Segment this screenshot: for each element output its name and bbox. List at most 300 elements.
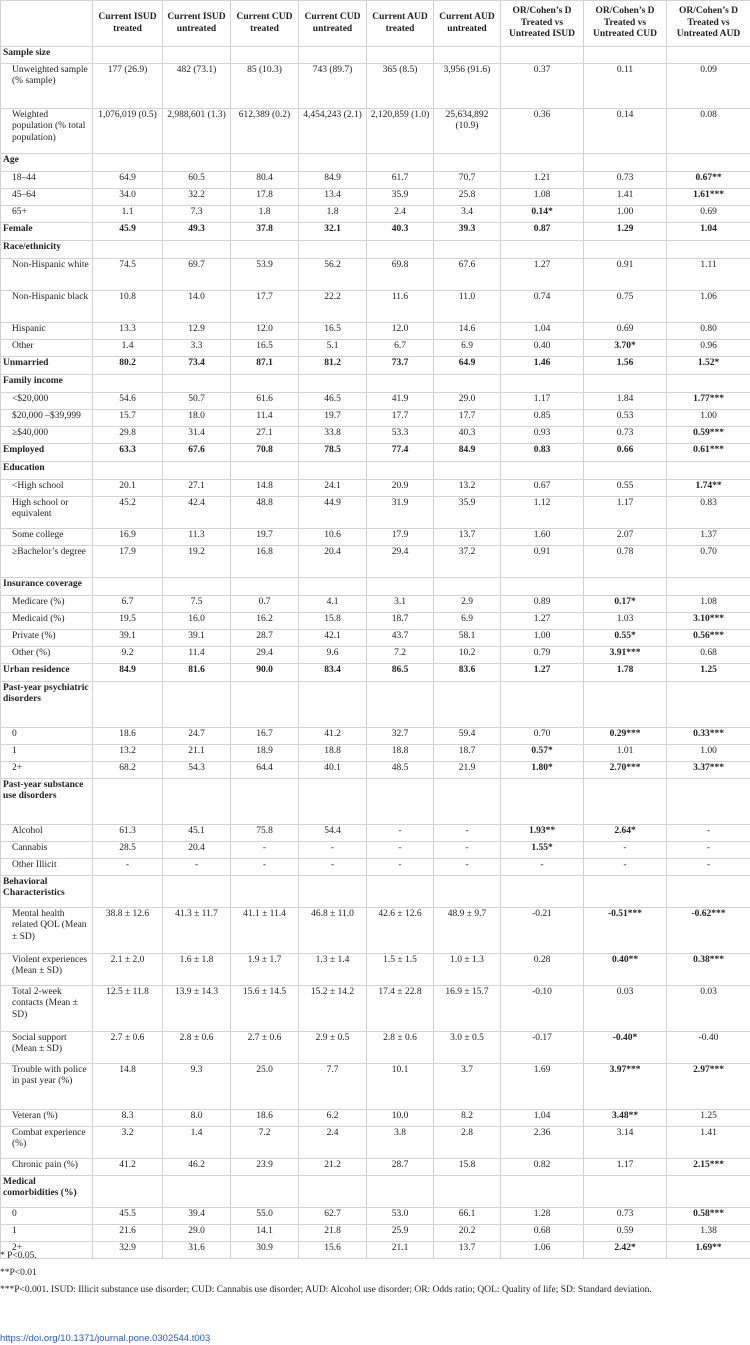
table-cell: 0.87 — [501, 223, 584, 241]
table-cell: 25,634,892 (10.9) — [434, 109, 501, 154]
table-cell — [367, 1176, 434, 1208]
table-cell: 0.68 — [667, 647, 750, 664]
table-row — [1, 172, 750, 189]
table-cell: 34.0 — [93, 189, 163, 206]
row-label: Medicare (%) — [1, 596, 93, 613]
table-cell: 56.2 — [299, 259, 367, 291]
table-cell: 0.38*** — [667, 954, 750, 986]
table-cell: 10.0 — [367, 1110, 434, 1127]
table-cell: 6.9 — [434, 340, 501, 357]
table-cell: 3.7 — [434, 1064, 501, 1110]
table-cell — [667, 779, 750, 825]
table-cell: 69.8 — [367, 259, 434, 291]
table-cell: 29.4 — [231, 647, 299, 664]
table-cell: 18.6 — [93, 728, 163, 745]
table-cell: 64.9 — [434, 357, 501, 375]
table-cell: 90.0 — [231, 664, 299, 682]
table-cell: 12.9 — [163, 323, 231, 340]
table-cell: 1.9 ± 1.7 — [231, 954, 299, 986]
table-cell: 13.3 — [93, 323, 163, 340]
table-cell — [231, 876, 299, 908]
row-label: High school or equivalent — [1, 497, 93, 529]
table-cell: 63.3 — [93, 444, 163, 462]
table-cell: 43.7 — [367, 630, 434, 647]
table-cell: 0.67** — [667, 172, 750, 189]
table-cell — [367, 876, 434, 908]
table-cell: 62.7 — [299, 1208, 367, 1225]
table-cell: 64.4 — [231, 762, 299, 779]
table-cell: 16.9 — [93, 529, 163, 546]
footnote-p001-abbreviations: ***P<0.001. ISUD: Illicit substance use disorder; CUD: Cannabis use disorder; AUD: Alcohol use disorder; OR: Odds ratio; QOL: Quality of life; SD: Standard deviation. — [0, 1284, 652, 1295]
table-cell: 2.64* — [584, 825, 667, 842]
table-cell: 3.1 — [367, 596, 434, 613]
table-cell: 84.9 — [93, 664, 163, 682]
table-cell: 1.60 — [501, 529, 584, 546]
table-cell: 87.1 — [231, 357, 299, 375]
table-cell — [367, 682, 434, 728]
table-cell: 53.3 — [367, 427, 434, 444]
table-cell — [163, 779, 231, 825]
table-cell — [93, 47, 163, 64]
table-cell: 1,076,019 (0.5) — [93, 109, 163, 154]
table-cell: - — [584, 859, 667, 876]
table-cell — [667, 375, 750, 393]
row-label: <High school — [1, 480, 93, 497]
row-label: Other — [1, 340, 93, 357]
table-cell: 1.04 — [667, 223, 750, 241]
table-cell: 3.91*** — [584, 647, 667, 664]
table-cell: 1.78 — [584, 664, 667, 682]
table-cell: 10.2 — [434, 647, 501, 664]
table-row — [1, 1110, 750, 1127]
table-row — [1, 986, 750, 1032]
table-cell: 17.8 — [231, 189, 299, 206]
section-label: Unmarried — [1, 357, 93, 375]
table-cell — [231, 1176, 299, 1208]
doi-link[interactable]: https://doi.org/10.1371/journal.pone.0302544.t003 — [0, 1333, 211, 1344]
table-cell — [299, 1176, 367, 1208]
table-cell — [501, 154, 584, 172]
table-cell: 0.73 — [584, 1208, 667, 1225]
table-cell: 1.3 ± 1.4 — [299, 954, 367, 986]
table-cell — [434, 375, 501, 393]
table-cell: 0.36 — [501, 109, 584, 154]
table-cell: 53.0 — [367, 1208, 434, 1225]
table-row — [1, 259, 750, 291]
table-cell: 6.2 — [299, 1110, 367, 1127]
table-cell: 1.21 — [501, 172, 584, 189]
table-cell: 1.04 — [501, 323, 584, 340]
table-cell: 7.2 — [231, 1127, 299, 1159]
table-cell: 2,988,601 (1.3) — [163, 109, 231, 154]
table-cell: 77.4 — [367, 444, 434, 462]
table-cell: 10.8 — [93, 291, 163, 323]
table-cell — [584, 779, 667, 825]
table-cell — [367, 462, 434, 480]
table-cell: 482 (73.1) — [163, 64, 231, 109]
table-cell: 3.70* — [584, 340, 667, 357]
table-section-row — [1, 876, 750, 908]
table-cell: 1.01 — [584, 745, 667, 762]
table-cell: 4,454,243 (2.1) — [299, 109, 367, 154]
table-cell — [434, 462, 501, 480]
table-cell — [299, 375, 367, 393]
table-cell — [231, 241, 299, 259]
table-cell: 1.00 — [501, 630, 584, 647]
table-cell: 18.7 — [434, 745, 501, 762]
table-cell — [584, 682, 667, 728]
table-cell: 0.55 — [584, 480, 667, 497]
table-cell: 2,120,859 (1.0) — [367, 109, 434, 154]
table-cell: 0.08 — [667, 109, 750, 154]
row-label: <$20,000 — [1, 393, 93, 410]
table-cell: 29.0 — [434, 393, 501, 410]
table-cell — [667, 462, 750, 480]
table-cell: 78.5 — [299, 444, 367, 462]
table-cell: 1.03 — [584, 613, 667, 630]
section-label: Urban residence — [1, 664, 93, 682]
table-cell: 24.7 — [163, 728, 231, 745]
table-cell: 2.8 ± 0.6 — [163, 1032, 231, 1064]
table-row — [1, 1064, 750, 1110]
row-label: Non-Hispanic white — [1, 259, 93, 291]
table-cell: 16.7 — [231, 728, 299, 745]
table-cell — [163, 241, 231, 259]
table-cell: 2.1 ± 2.0 — [93, 954, 163, 986]
table-cell: 45.9 — [93, 223, 163, 241]
table-cell: 32.9 — [93, 1242, 163, 1259]
table-cell: 84.9 — [299, 172, 367, 189]
row-label: Social support (Mean ± SD) — [1, 1032, 93, 1064]
table-cell: 8.2 — [434, 1110, 501, 1127]
table-cell: 18.9 — [231, 745, 299, 762]
table-cell: 13.7 — [434, 1242, 501, 1259]
table-cell: 6.9 — [434, 613, 501, 630]
table-cell — [434, 154, 501, 172]
section-label: Insurance coverage — [1, 578, 93, 596]
table-cell: 3.8 — [367, 1127, 434, 1159]
table-cell: 20.1 — [93, 480, 163, 497]
table-cell: 0.03 — [667, 986, 750, 1032]
table-row — [1, 1032, 750, 1064]
table-cell — [163, 154, 231, 172]
table-cell: 0.67 — [501, 480, 584, 497]
table-row — [1, 908, 750, 954]
table-cell: 86.5 — [367, 664, 434, 682]
table-cell: 19.5 — [93, 613, 163, 630]
table-cell — [434, 578, 501, 596]
table-cell: 81.6 — [163, 664, 231, 682]
table-cell: 3.3 — [163, 340, 231, 357]
table-cell: 0.73 — [584, 172, 667, 189]
table-cell: 1.52* — [667, 357, 750, 375]
table-cell: 14.0 — [163, 291, 231, 323]
table-cell: 55.0 — [231, 1208, 299, 1225]
table-cell: 1.17 — [584, 1159, 667, 1176]
table-cell: 1.00 — [667, 745, 750, 762]
table-cell: 1.27 — [501, 664, 584, 682]
table-cell: 2.7 ± 0.6 — [231, 1032, 299, 1064]
table-cell: 0.69 — [584, 323, 667, 340]
section-label: Family income — [1, 375, 93, 393]
table-row — [1, 393, 750, 410]
table-cell: -0.17 — [501, 1032, 584, 1064]
table-cell: 29.0 — [163, 1225, 231, 1242]
table-cell: 16.0 — [163, 613, 231, 630]
table-cell: 68.2 — [93, 762, 163, 779]
table-cell: 1.69 — [501, 1064, 584, 1110]
table-cell: 0.55* — [584, 630, 667, 647]
table-cell: -0.21 — [501, 908, 584, 954]
row-label: 2+ — [1, 1242, 93, 1259]
table-cell: 9.3 — [163, 1064, 231, 1110]
table-cell: 24.1 — [299, 480, 367, 497]
table-cell: 6.7 — [93, 596, 163, 613]
table-cell: 46.8 ± 11.0 — [299, 908, 367, 954]
table-cell: 61.6 — [231, 393, 299, 410]
table-cell: 42.1 — [299, 630, 367, 647]
table-cell: 0.09 — [667, 64, 750, 109]
table-cell: 9.2 — [93, 647, 163, 664]
table-cell — [299, 876, 367, 908]
table-cell: 14.8 — [231, 480, 299, 497]
table-cell: 1.04 — [501, 1110, 584, 1127]
table-cell: 17.7 — [367, 410, 434, 427]
table-cell: 0.66 — [584, 444, 667, 462]
row-label: Trouble with police in past year (%) — [1, 1064, 93, 1110]
table-cell: 0.59*** — [667, 427, 750, 444]
table-cell — [501, 779, 584, 825]
table-cell: 33.8 — [299, 427, 367, 444]
table-cell: 1.38 — [667, 1225, 750, 1242]
table-cell: 1.4 — [93, 340, 163, 357]
table-cell: 2.07 — [584, 529, 667, 546]
table-cell: 15.6 ± 14.5 — [231, 986, 299, 1032]
table-row — [1, 189, 750, 206]
table-section-row — [1, 154, 750, 172]
table-cell: 20.9 — [367, 480, 434, 497]
table-cell: 1.17 — [501, 393, 584, 410]
table-cell — [434, 682, 501, 728]
table-row — [1, 1208, 750, 1225]
table-cell — [299, 47, 367, 64]
table-cell: 80.2 — [93, 357, 163, 375]
table-cell: 22.2 — [299, 291, 367, 323]
table-cell — [584, 578, 667, 596]
table-cell: 11.3 — [163, 529, 231, 546]
table-section-row — [1, 375, 750, 393]
row-label: 0 — [1, 1208, 93, 1225]
table-cell: 1.0 ± 1.3 — [434, 954, 501, 986]
table-cell: 1.08 — [667, 596, 750, 613]
table-cell: 15.8 — [299, 613, 367, 630]
table-cell — [501, 462, 584, 480]
table-cell: - — [367, 825, 434, 842]
table-cell: 17.9 — [367, 529, 434, 546]
table-cell: -0.62*** — [667, 908, 750, 954]
table-cell: - — [501, 859, 584, 876]
table-row — [1, 1225, 750, 1242]
table-cell: 8.3 — [93, 1110, 163, 1127]
column-header: Current ISUD untreated — [163, 1, 231, 47]
table-cell: - — [434, 825, 501, 842]
table-cell: 45.1 — [163, 825, 231, 842]
table-cell: 1.28 — [501, 1208, 584, 1225]
table-cell: 40.3 — [434, 427, 501, 444]
row-label: 45–64 — [1, 189, 93, 206]
row-label: Other Illicit — [1, 859, 93, 876]
table-cell — [367, 154, 434, 172]
table-cell — [667, 47, 750, 64]
table-cell: 19.7 — [231, 529, 299, 546]
table-cell: 0.78 — [584, 546, 667, 578]
table-row — [1, 497, 750, 529]
table-cell: 612,389 (0.2) — [231, 109, 299, 154]
table-cell: 42.4 — [163, 497, 231, 529]
table-cell — [93, 578, 163, 596]
table-row — [1, 529, 750, 546]
table-cell: 0.03 — [584, 986, 667, 1032]
table-cell: 0.17* — [584, 596, 667, 613]
table-cell: 16.5 — [299, 323, 367, 340]
table-cell: - — [434, 842, 501, 859]
table-cell: 1.25 — [667, 1110, 750, 1127]
table-cell: 11.4 — [163, 647, 231, 664]
table-cell: 61.3 — [93, 825, 163, 842]
table-cell: 48.5 — [367, 762, 434, 779]
table-cell: 0.91 — [501, 546, 584, 578]
table-cell — [163, 375, 231, 393]
table-cell: -0.10 — [501, 986, 584, 1032]
table-cell: 2.4 — [299, 1127, 367, 1159]
table-cell: 3.37*** — [667, 762, 750, 779]
table-cell: - — [367, 859, 434, 876]
row-label: Combat experience (%) — [1, 1127, 93, 1159]
table-cell: 14.6 — [434, 323, 501, 340]
table-cell: 17.4 ± 22.8 — [367, 986, 434, 1032]
table-cell: 44.9 — [299, 497, 367, 529]
row-label: ≥Bachelor’s degree — [1, 546, 93, 578]
table-row — [1, 613, 750, 630]
table-cell: 16.9 ± 15.7 — [434, 986, 501, 1032]
table-cell: 1.41 — [584, 189, 667, 206]
table-row — [1, 340, 750, 357]
table-cell: -0.51*** — [584, 908, 667, 954]
table-row — [1, 291, 750, 323]
table-cell: - — [434, 859, 501, 876]
table-cell: 29.8 — [93, 427, 163, 444]
section-label: Race/ethnicity — [1, 241, 93, 259]
table-row — [1, 596, 750, 613]
table-cell: 20.2 — [434, 1225, 501, 1242]
table-row — [1, 647, 750, 664]
table-cell: 67.6 — [434, 259, 501, 291]
table-cell — [584, 1176, 667, 1208]
table-cell: 1.00 — [667, 410, 750, 427]
table-cell: -0.40* — [584, 1032, 667, 1064]
table-cell: 41.3 ± 11.7 — [163, 908, 231, 954]
table-cell: - — [231, 842, 299, 859]
table-cell: 1.4 — [163, 1127, 231, 1159]
table-cell: 41.2 — [299, 728, 367, 745]
table-cell — [93, 462, 163, 480]
table-cell: 21.1 — [163, 745, 231, 762]
table-cell: 13.4 — [299, 189, 367, 206]
row-label: Hispanic — [1, 323, 93, 340]
table-row — [1, 745, 750, 762]
table-cell: 0.59 — [584, 1225, 667, 1242]
table-cell: 69.7 — [163, 259, 231, 291]
column-header: Current AUD untreated — [434, 1, 501, 47]
table-cell — [163, 682, 231, 728]
row-label: Some college — [1, 529, 93, 546]
table-cell: 30.9 — [231, 1242, 299, 1259]
table-cell: 31.6 — [163, 1242, 231, 1259]
table-cell: 0.75 — [584, 291, 667, 323]
table-cell: 0.79 — [501, 647, 584, 664]
table-cell: 16.2 — [231, 613, 299, 630]
table-cell: 1.69** — [667, 1242, 750, 1259]
table-cell — [93, 1176, 163, 1208]
table-cell: 58.1 — [434, 630, 501, 647]
row-label: Chronic pain (%) — [1, 1159, 93, 1176]
table-cell: 53.9 — [231, 259, 299, 291]
table-cell: 61.7 — [367, 172, 434, 189]
table-cell: 4.1 — [299, 596, 367, 613]
table-cell — [501, 682, 584, 728]
table-cell — [93, 154, 163, 172]
table-cell: 2.8 ± 0.6 — [367, 1032, 434, 1064]
table-cell: 45.5 — [93, 1208, 163, 1225]
table-cell: 35.9 — [434, 497, 501, 529]
table-cell: 2.70*** — [584, 762, 667, 779]
table-cell — [163, 578, 231, 596]
table-cell: 21.9 — [434, 762, 501, 779]
table-cell: 0.11 — [584, 64, 667, 109]
column-header: Current CUD treated — [231, 1, 299, 47]
table-footnotes — [0, 1250, 745, 1300]
row-label: 0 — [1, 728, 93, 745]
table-cell: 0.83 — [501, 444, 584, 462]
table-cell: 1.56 — [584, 357, 667, 375]
table-cell — [434, 779, 501, 825]
table-cell: 0.29*** — [584, 728, 667, 745]
table-cell — [667, 241, 750, 259]
row-label: Unweighted sample (% sample) — [1, 64, 93, 109]
row-label: Other (%) — [1, 647, 93, 664]
table-cell: 11.6 — [367, 291, 434, 323]
table-cell: 11.0 — [434, 291, 501, 323]
table-cell — [501, 1176, 584, 1208]
table-cell — [501, 47, 584, 64]
table-cell — [231, 682, 299, 728]
table-cell: 15.7 — [93, 410, 163, 427]
table-cell: 45.2 — [93, 497, 163, 529]
table-cell: 49.3 — [163, 223, 231, 241]
table-cell: 1.27 — [501, 259, 584, 291]
table-cell: 17.7 — [434, 410, 501, 427]
table-section-row — [1, 1176, 750, 1208]
table-cell — [667, 1176, 750, 1208]
table-cell: 15.2 ± 14.2 — [299, 986, 367, 1032]
table-cell: 19.7 — [299, 410, 367, 427]
table-cell: 12.0 — [367, 323, 434, 340]
table-cell: 0.37 — [501, 64, 584, 109]
table-cell: 18.0 — [163, 410, 231, 427]
table-cell — [584, 462, 667, 480]
table-cell — [367, 241, 434, 259]
table-cell: 0.85 — [501, 410, 584, 427]
